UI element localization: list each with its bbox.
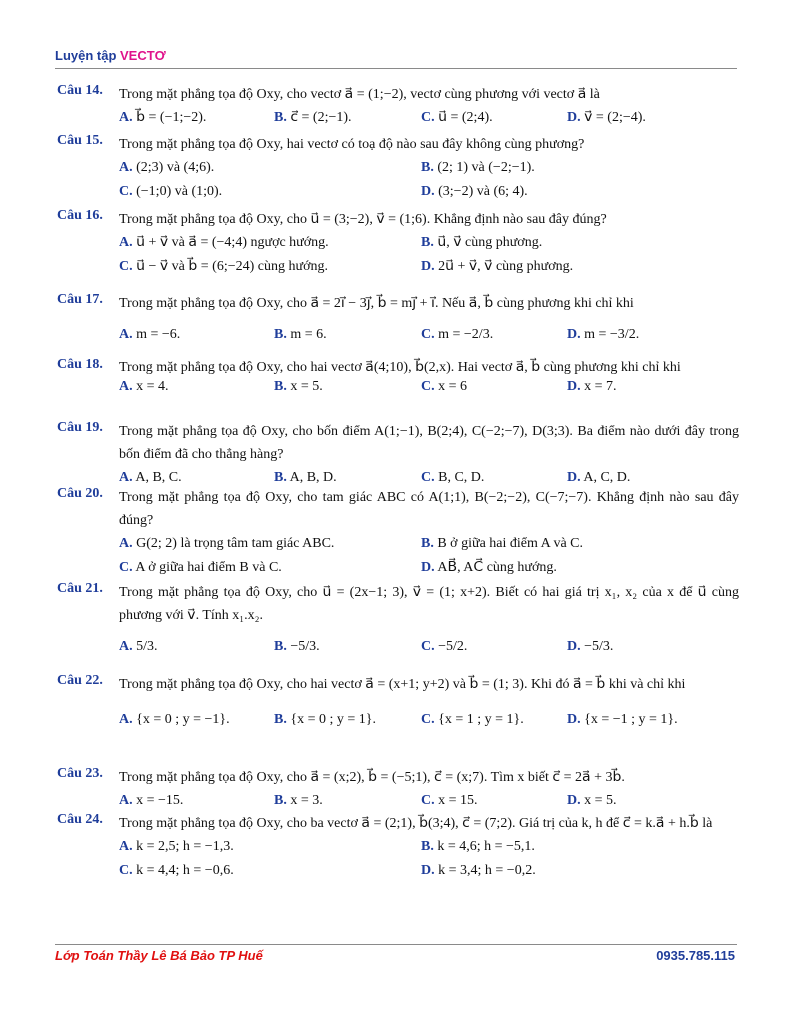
question-19 [57,420,739,490]
option-c: C. m = −2/3. [421,327,494,342]
options [119,627,739,665]
footer-left: Lớp Toán Thầy Lê Bá Bảo TP Huế [55,948,263,963]
option-c: C. −5/2. [421,639,468,654]
option-a: A. G(2; 2) là trọng tâm tam giác ABC. [119,536,335,551]
option-a: A. 5/3. [119,639,158,654]
question-21 [57,581,739,665]
option-d: D. m = −3/2. [567,327,640,342]
option-a: A. x = −15. [119,793,184,808]
option-d: D. −5/3. [567,639,614,654]
option-d: D. k = 3,4; h = −0,2. [421,863,536,878]
option-d: D. 2u⃗ + v⃗, v⃗ cùng phương. [421,259,574,274]
question-text: Trong mặt phẳng tọa độ Oxy, cho u⃗ = (2x−1; 3), v⃗ = (1; x+2). Biết có hai giá trị x₁, x₂ của x để u⃗ cùng phương với v⃗. Tính x₁.x₂. [119,585,739,623]
question-14 [57,83,739,130]
question-number: Câu 19. [57,420,103,435]
options [119,106,739,130]
question-16 [57,208,739,279]
options [119,859,739,883]
option-d: D. x = 7. [567,379,617,394]
option-b: B. B ở giữa hai điểm A và C. [421,536,583,551]
question-15 [57,133,739,204]
option-d: D. v⃗ = (2;−4). [567,110,646,125]
option-c: C. x = 6 [421,379,468,394]
option-d: D. A, C, D. [567,470,631,485]
option-a: A. {x = 0 ; y = −1}. [119,712,230,727]
question-number: Câu 14. [57,83,103,98]
question-text: Trong mặt phẳng tọa độ Oxy, cho tam giác ABC có A(1;1), B(−2;−2), C(−7;−7). Khẳng định nào sau đây đúng? [119,490,739,528]
option-c: C. u⃗ = (2;4). [421,110,493,125]
option-c: C. (−1;0) và (1;0). [119,184,223,199]
question-number: Câu 21. [57,581,103,596]
option-a: A. x = 4. [119,379,169,394]
option-c: C. k = 4,4; h = −0,6. [119,863,234,878]
question-text: Trong mặt phẳng tọa độ Oxy, cho a⃗ = 2i⃗ − 3j⃗, b⃗ = mj⃗ + i⃗. Nếu a⃗, b⃗ cùng phương khi chỉ khi [119,296,634,311]
question-number: Câu 23. [57,766,103,781]
option-b: B. A, B, D. [274,470,337,485]
question-text: Trong mặt phẳng tọa độ Oxy, cho a⃗ = (x;2), b⃗ = (−5;1), c⃗ = (x;7). Tìm x biết c⃗ = 2a⃗ + 3b⃗. [119,770,625,785]
option-a: A. k = 2,5; h = −1,3. [119,839,234,854]
option-a: A. u⃗ + v⃗ và a⃗ = (−4;4) ngược hướng. [119,235,329,250]
option-d: D. AB⃗, AC⃗ cùng hướng. [421,560,557,575]
options [119,156,739,180]
option-d: D. (3;−2) và (6; 4). [421,184,528,199]
option-d: D. x = 5. [567,793,617,808]
option-b: B. u⃗, v⃗ cùng phương. [421,235,543,250]
question-text: Trong mặt phẳng tọa độ Oxy, hai vectơ có toạ độ nào sau đây không cùng phương? [119,137,585,152]
question-22 [57,673,739,744]
option-b: B. (2; 1) và (−2;−1). [421,160,535,175]
question-text: Trong mặt phẳng tọa độ Oxy, cho u⃗ = (3;−2), v⃗ = (1;6). Khẳng định nào sau đây đúng? [119,212,607,227]
option-c: C. x = 15. [421,793,478,808]
option-b: B. m = 6. [274,327,327,342]
question-text: Trong mặt phẳng tọa độ Oxy, cho hai vectơ a⃗ = (x+1; y+2) và b⃗ = (1; 3). Khi đó a⃗ = b⃗ khi và chỉ khi [119,677,686,692]
options [119,180,739,204]
footer-rule [55,944,737,945]
options [119,315,739,353]
options [119,378,739,398]
header-rule [55,68,737,69]
question-number: Câu 17. [57,292,103,307]
question-23 [57,766,739,813]
options [119,835,739,859]
question-text: Trong mặt phẳng tọa độ Oxy, cho hai vectơ a⃗(4;10), b⃗(2,x). Hai vectơ a⃗, b⃗ cùng phương khi chỉ khi [119,360,681,375]
question-20 [57,486,739,580]
options [119,556,739,580]
question-number: Câu 18. [57,357,103,372]
option-b: B. −5/3. [274,639,320,654]
option-d: D. {x = −1 ; y = 1}. [567,712,678,727]
question-text: Trong mặt phẳng tọa độ Oxy, cho ba vectơ a⃗ = (2;1), b⃗(3;4), c⃗ = (7;2). Giá trị của k, h để c⃗ = k.a⃗ + h.b⃗ là [119,816,713,831]
options [119,231,739,255]
option-c: C. B, C, D. [421,470,485,485]
options [119,789,739,813]
option-b: B. k = 4,6; h = −5,1. [421,839,535,854]
option-b: B. c⃗ = (2;−1). [274,110,352,125]
question-24 [57,812,739,883]
option-a: A. A, B, C. [119,470,182,485]
question-text: Trong mặt phẳng tọa độ Oxy, cho bốn điểm A(1;−1), B(2;4), C(−2;−7), D(3;3). Ba điểm nào dưới đây trong bốn điểm đã cho thẳng hàng? [119,424,739,462]
option-b: B. x = 5. [274,379,323,394]
question-number: Câu 24. [57,812,103,827]
header-prefix: Luyện tập [55,48,121,63]
option-c: C. A ở giữa hai điểm B và C. [119,560,282,575]
question-number: Câu 20. [57,486,103,501]
question-text: Trong mặt phẳng tọa độ Oxy, cho vectơ a⃗ = (1;−2), vectơ cùng phương với vectơ a⃗ là [119,87,600,102]
option-b: B. x = 3. [274,793,323,808]
question-17 [57,292,739,353]
question-number: Câu 16. [57,208,103,223]
header-highlight: VECTƠ [120,48,166,63]
question-18 [57,357,739,398]
option-a: A. b⃗ = (−1;−2). [119,110,207,125]
option-c: C. u⃗ − v⃗ và b⃗ = (6;−24) cùng hướng. [119,259,328,274]
page-header [55,48,166,63]
question-number: Câu 22. [57,673,103,688]
options [119,255,739,279]
option-c: C. {x = 1 ; y = 1}. [421,712,524,727]
question-number: Câu 15. [57,133,103,148]
footer-right: 0935.785.115 [656,948,735,963]
option-a: A. m = −6. [119,327,181,342]
option-a: A. (2;3) và (4;6). [119,160,215,175]
options [119,532,739,556]
options [119,696,739,744]
option-b: B. {x = 0 ; y = 1}. [274,712,376,727]
